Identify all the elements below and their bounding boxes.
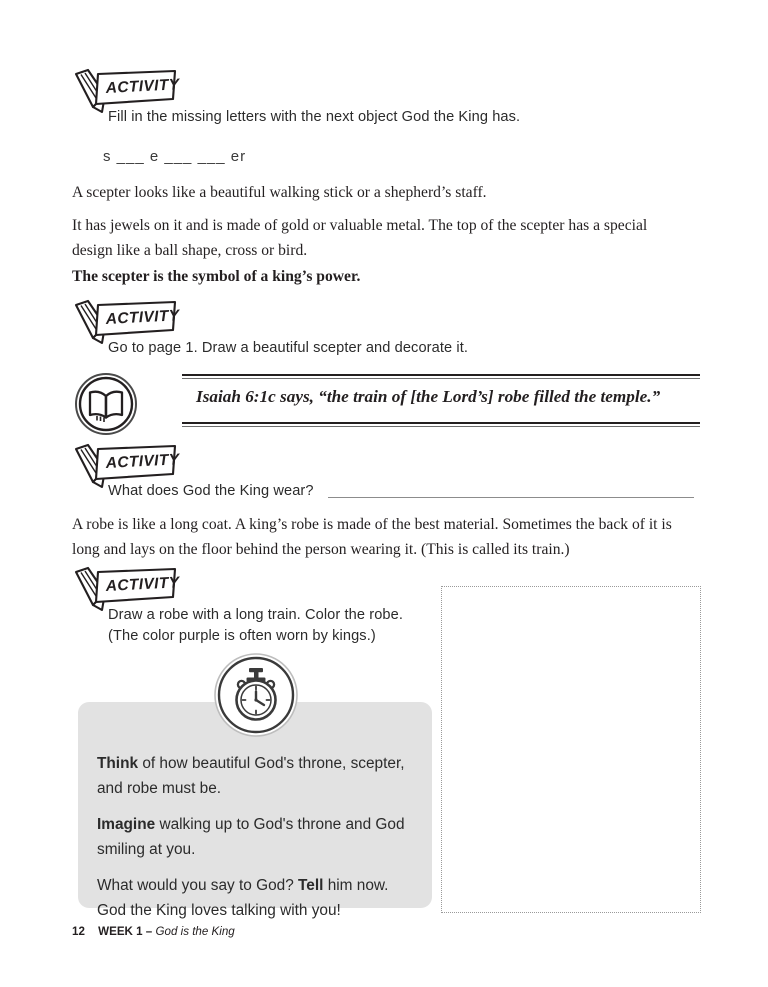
activity-2-instruction: Go to page 1. Draw a beautiful scepter and decorate it. (108, 340, 469, 356)
tell-lead: Tell (298, 877, 324, 894)
think-rest: of how beautiful God's throne, scepter, and robe must be. (97, 755, 405, 797)
verse-rule-top (182, 374, 700, 379)
footer-title: God is the King (155, 925, 235, 938)
think-box-text (97, 752, 417, 923)
activity-badge-label: ACTIVITY (105, 574, 180, 595)
tell-pre: What would you say to God? (97, 877, 299, 894)
verse-rule-bottom (182, 422, 700, 427)
stopwatch-icon (213, 652, 299, 738)
activity-badge-label: ACTIVITY (105, 76, 180, 97)
paragraph-robe-1: A robe is like a long coat. A king’s robe is made of the best material. Sometimes the back of it is long and lays on the floor behind the person wearing it. (This is called its train.) (72, 516, 672, 558)
footer-week: WEEK 1 – (98, 925, 156, 938)
page-footer (72, 925, 235, 938)
fill-in-the-blank-puzzle[interactable]: s ___ e ___ ___ er (103, 148, 247, 165)
tell-line (97, 874, 417, 923)
imagine-lead: Imagine (97, 816, 156, 833)
footer-page-number: 12 (72, 925, 85, 938)
imagine-rest: walking up to God's throne and God smiling at you. (97, 816, 405, 858)
verse-text: Isaiah 6:1c says, “the train of [the Lord’s] robe filled the temple.” (196, 387, 661, 406)
paragraph-scepter-2: It has jewels on it and is made of gold or valuable metal. The top of the scepter has a special design like a ball shape, cross or bird. (72, 217, 648, 259)
activity-1-instruction: Fill in the missing letters with the next object God the King has. (108, 109, 521, 125)
open-book-icon (74, 372, 138, 436)
activity-4-instruction-line1: Draw a robe with a long train. Color the robe. (108, 607, 403, 623)
robe-drawing-area[interactable] (441, 586, 701, 913)
tell-rest: him now. God the King loves talking with you! (97, 877, 389, 919)
think-line (97, 752, 417, 801)
activity-badge-1 (72, 68, 180, 114)
scripture-verse-block (74, 372, 661, 434)
activity-4-instruction-line2: (The color purple is often worn by kings.) (108, 628, 376, 644)
activity-badge-label: ACTIVITY (105, 451, 180, 472)
imagine-line (97, 813, 417, 862)
paragraph-scepter-1: A scepter looks like a beautiful walking stick or a shepherd’s staff. (72, 184, 487, 201)
activity-badge-2 (72, 299, 180, 345)
activity-3-instruction: What does God the King wear? (108, 483, 314, 499)
think-lead: Think (97, 755, 139, 772)
activity-badge-4 (72, 566, 180, 612)
activity-badge-label: ACTIVITY (105, 307, 180, 328)
paragraph-scepter-bold: The scepter is the symbol of a king’s power. (72, 268, 361, 285)
answer-write-in-line[interactable] (328, 497, 694, 498)
